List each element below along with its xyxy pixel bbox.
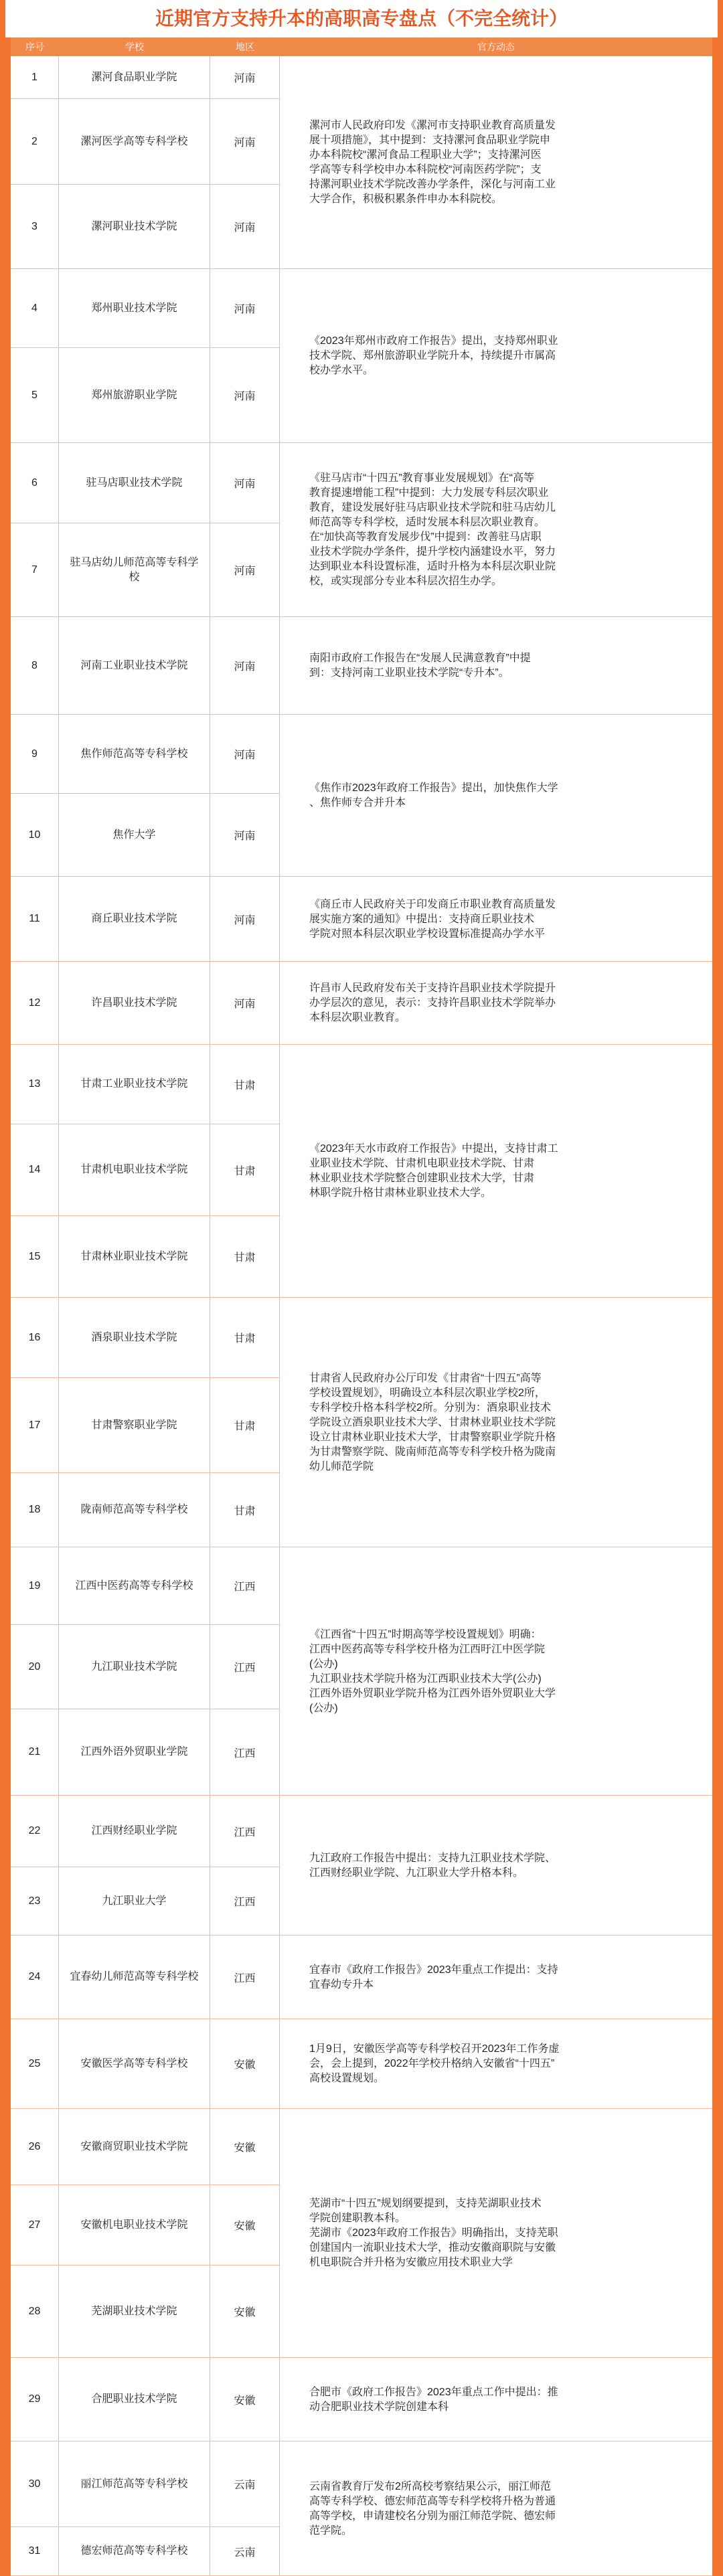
- row-region: 河南: [210, 269, 280, 347]
- news-line: (公办): [309, 1658, 338, 1670]
- row-school: 郑州职业技术学院: [59, 269, 210, 347]
- row-index: 22: [11, 1796, 59, 1867]
- news-line: 宜春幼专升本: [309, 1978, 374, 1990]
- row-school: 河南工业职业技术学院: [59, 617, 210, 714]
- news-line: 设立甘肃林业职业技术大学，甘肃警察职业学院升格: [309, 1431, 556, 1443]
- news-text: [309, 1963, 558, 1992]
- row-school: 合肥职业技术学院: [59, 2358, 210, 2441]
- table-header: [11, 37, 712, 56]
- row-region: 安徽: [210, 2358, 280, 2441]
- news-line: 、焦作师专合并升本: [309, 797, 406, 808]
- row-region: 安徽: [210, 2185, 280, 2265]
- row-region: 河南: [210, 185, 280, 268]
- table-row: [11, 1796, 280, 1867]
- row-region: 河南: [210, 962, 280, 1044]
- news-line: 到：支持河南工业职业技术学院“专升本”。: [309, 667, 509, 679]
- news-text: [309, 118, 556, 207]
- news-line: 江西中医药高等专科学校升格为江西旴江中医学院: [309, 1643, 546, 1655]
- row-region: 云南: [210, 2441, 280, 2526]
- news-text: [309, 1628, 556, 1716]
- row-region: 甘肃: [210, 1473, 280, 1547]
- table-row: [11, 99, 280, 185]
- row-region: 河南: [210, 715, 280, 793]
- row-index: 11: [11, 877, 59, 961]
- news-line: 办本科院校“漯河食品工程职业大学”；支持漯河医: [309, 149, 542, 161]
- news-line: 范学院。: [309, 2524, 353, 2537]
- news-line: 持漯河职业技术学院改善办学条件，深化与河南工业: [309, 179, 556, 190]
- news-line: 芜湖市《2023年政府工作报告》明确指出，支持芜职: [309, 2227, 558, 2239]
- news-line: 学高等专科学校申办本科院校“河南医药学院”；支: [309, 164, 542, 175]
- table-row: [11, 2185, 280, 2265]
- news-line: 展十项措施》，其中提到：支持漯河食品职业学院申: [309, 135, 551, 146]
- row-region: 甘肃: [210, 1298, 280, 1377]
- news-line: 宜春市《政府工作报告》2023年重点工作提出：支持: [309, 1964, 558, 1976]
- row-index: 15: [11, 1216, 59, 1297]
- news-line: 技术学院、郑州旅游职业学院升本，持续提升市属高: [309, 350, 556, 361]
- row-index: 26: [11, 2109, 59, 2184]
- row-index: 28: [11, 2265, 59, 2357]
- row-index: 25: [11, 2019, 59, 2108]
- news-line: 办学层次的意见，表示：支持许昌职业技术学院举办: [309, 997, 556, 1009]
- news-text: [309, 897, 556, 942]
- row-region: 云南: [210, 2527, 280, 2575]
- table-row: [11, 2265, 280, 2358]
- row-region: 安徽: [210, 2019, 280, 2108]
- news-line: 高等专科学校、德宏师范高等专科学校将升格为普通: [309, 2495, 556, 2507]
- row-region: 河南: [210, 99, 280, 184]
- table-row: [11, 523, 280, 617]
- news-cell: [280, 1547, 712, 1796]
- row-index: 3: [11, 185, 59, 268]
- news-line: 合肥市《政府工作报告》2023年重点工作中提出：推: [309, 2386, 558, 2398]
- news-text: [309, 2042, 559, 2086]
- row-index: 10: [11, 794, 59, 876]
- table-row: [11, 1045, 280, 1124]
- news-line: 展实施方案的通知》中提出：支持商丘职业技术: [309, 913, 535, 925]
- table-row: [11, 2358, 280, 2441]
- page-frame: [5, 0, 718, 2576]
- row-index: 12: [11, 962, 59, 1044]
- row-region: 河南: [210, 443, 280, 523]
- news-line: 《2023年天水市政府工作报告》中提出，支持甘肃工: [309, 1143, 558, 1154]
- table-row: [11, 794, 280, 877]
- news-line: 教育提速增能工程”中提到：大力发展专科层次职业: [309, 487, 549, 499]
- news-line: 校，或实现部分专业本科层次招生办学。: [309, 576, 503, 587]
- header-region: 地区: [236, 41, 254, 52]
- news-line: 《商丘市人民政府关于印发商丘市职业教育高质量发: [309, 898, 556, 910]
- news-line: 本科层次职业教育。: [309, 1012, 406, 1023]
- table-row: [11, 877, 280, 962]
- table-row: [11, 617, 280, 715]
- table-row: [11, 715, 280, 794]
- news-line: 学院创建职教本科。: [309, 2213, 406, 2224]
- news-line: 甘肃省人民政府办公厅印发《甘肃省“十四五”高等: [309, 1372, 542, 1384]
- news-line: 机电职院合并升格为安徽应用技术职业大学: [309, 2257, 513, 2268]
- news-line: 林职学院升格甘肃林业职业技术大学。: [309, 1187, 492, 1199]
- news-cell: [280, 269, 712, 443]
- news-line: 高等学校，申请建校名分别为丽江师范学院、德宏师: [309, 2510, 556, 2522]
- news-line: 江西财经职业学院、九江职业大学升格本科。: [309, 1867, 524, 1879]
- row-index: 13: [11, 1045, 59, 1124]
- news-text: [309, 1142, 558, 1201]
- news-line: 专科学校升格本科学校2所。分别为：酒泉职业技术: [309, 1401, 551, 1413]
- news-text: [309, 2385, 558, 2415]
- news-line: 漯河市人民政府印发《漯河市支持职业教育高质量发: [309, 120, 556, 131]
- row-school: 九江职业技术学院: [59, 1625, 210, 1709]
- news-line: 高校设置规划。: [309, 2073, 385, 2084]
- table-row: [11, 269, 280, 348]
- table-row: [11, 1547, 280, 1625]
- row-school: 酒泉职业技术学院: [59, 1298, 210, 1377]
- news-text: [309, 981, 556, 1025]
- news-line: 教育，建设发展好驻马店职业技术学院和驻马店幼儿: [309, 502, 556, 513]
- row-region: 江西: [210, 1936, 280, 2019]
- row-region: 河南: [210, 56, 280, 98]
- news-line: 在“加快高等教育发展步伐”中提到：改善驻马店职: [309, 531, 542, 543]
- row-school: 郑州旅游职业学院: [59, 348, 210, 442]
- news-line: 《2023年郑州市政府工作报告》提出，支持郑州职业: [309, 335, 558, 347]
- news-line: 林业职业技术学院整合创建职业技术大学，甘肃: [309, 1173, 535, 1184]
- table-row: [11, 1378, 280, 1473]
- row-region: 河南: [210, 523, 280, 616]
- news-cell: [280, 2441, 712, 2576]
- news-cell: [280, 2019, 712, 2109]
- news-line: 学校设置规划》，明确设立本科层次职业学校2所，: [309, 1387, 546, 1399]
- page-title: 近期官方支持升本的高职高专盘点（不完全统计）: [5, 0, 718, 37]
- news-cell: [280, 877, 712, 962]
- news-cell: [280, 1796, 712, 1936]
- row-school: 甘肃警察职业学院: [59, 1378, 210, 1472]
- row-school: 宜春幼儿师范高等专科学校: [59, 1936, 210, 2019]
- table-row: [11, 1709, 280, 1796]
- news-cell: [280, 617, 712, 715]
- row-region: 江西: [210, 1867, 280, 1935]
- row-region: 江西: [210, 1547, 280, 1624]
- row-index: 24: [11, 1936, 59, 2019]
- row-index: 6: [11, 443, 59, 523]
- table-row: [11, 2109, 280, 2185]
- news-line: 《焦作市2023年政府工作报告》提出，加快焦作大学: [309, 782, 558, 794]
- table-row: [11, 1298, 280, 1378]
- row-index: 9: [11, 715, 59, 793]
- news-line: 师范高等专科学校，适时发展本科层次职业教育。: [309, 517, 546, 528]
- row-region: 甘肃: [210, 1045, 280, 1124]
- news-line: 动合肥职业技术学院创建本科: [309, 2401, 449, 2413]
- row-school: 甘肃工业职业技术学院: [59, 1045, 210, 1124]
- row-index: 4: [11, 269, 59, 347]
- table-row: [11, 2527, 280, 2576]
- row-region: 安徽: [210, 2265, 280, 2357]
- row-region: 江西: [210, 1709, 280, 1795]
- news-cell: [280, 56, 712, 269]
- news-line: 九江职业技术学院升格为江西职业技术大学(公办): [309, 1672, 542, 1685]
- news-cell: [280, 1298, 712, 1547]
- row-region: 江西: [210, 1796, 280, 1867]
- table-row: [11, 1867, 280, 1936]
- row-region: 河南: [210, 348, 280, 442]
- news-text: [309, 2480, 556, 2539]
- row-index: 30: [11, 2441, 59, 2526]
- news-line: 达到职业本科设置标准，适时升格为本科层次职业院: [309, 561, 556, 572]
- table-row: [11, 348, 280, 443]
- table-row: [11, 2019, 280, 2109]
- news-line: 学院设立酒泉职业技术大学、甘肃林业职业技术学院: [309, 1416, 556, 1428]
- header-index: 序号: [25, 41, 44, 52]
- row-school: 江西中医药高等专科学校: [59, 1547, 210, 1624]
- row-school: 许昌职业技术学院: [59, 962, 210, 1044]
- news-text: [309, 1371, 556, 1474]
- news-line: 1月9日，安徽医学高等专科学校召开2023年工作务虚: [309, 2043, 560, 2055]
- news-text: [309, 2197, 558, 2270]
- row-school: 丽江师范高等专科学校: [59, 2441, 210, 2526]
- table-row: [11, 1936, 280, 2019]
- news-text: [309, 334, 558, 378]
- table-row: [11, 962, 280, 1045]
- news-line: 江西外语外贸职业学院升格为江西外语外贸职业大学: [309, 1687, 556, 1699]
- row-index: 2: [11, 99, 59, 184]
- row-index: 14: [11, 1124, 59, 1215]
- news-line: 云南省教育厅发布2所高校考察结果公示，丽江师范: [309, 2480, 551, 2492]
- news-line: 会，会上提到，2022年学校升格纳入安徽省“十四五”: [309, 2058, 555, 2069]
- row-school: 焦作师范高等专科学校: [59, 715, 210, 793]
- news-text: [309, 781, 558, 810]
- row-school: 漯河医学高等专科学校: [59, 99, 210, 184]
- header-news: 官方动态: [477, 41, 515, 52]
- news-text: [309, 651, 531, 681]
- row-school: 安徽商贸职业技术学院: [59, 2109, 210, 2184]
- row-school: 商丘职业技术学院: [59, 877, 210, 961]
- row-school: 芜湖职业技术学院: [59, 2265, 210, 2357]
- news-line: 九江政府工作报告中提出：支持九江职业技术学院、: [309, 1852, 556, 1864]
- row-region: 甘肃: [210, 1378, 280, 1472]
- row-index: 23: [11, 1867, 59, 1935]
- news-cell: [280, 1045, 712, 1298]
- row-index: 18: [11, 1473, 59, 1547]
- row-school: 陇南师范高等专科学校: [59, 1473, 210, 1547]
- table-row: [11, 1124, 280, 1216]
- news-line: 南阳市政府工作报告在“发展人民满意教育”中提: [309, 653, 531, 664]
- news-cell: [280, 2358, 712, 2441]
- table-row: [11, 185, 280, 269]
- row-index: 5: [11, 348, 59, 442]
- row-school: 安徽机电职业技术学院: [59, 2185, 210, 2265]
- row-index: 16: [11, 1298, 59, 1377]
- row-school: 江西外语外贸职业学院: [59, 1709, 210, 1795]
- row-school: 驻马店职业技术学院: [59, 443, 210, 523]
- table-row: [11, 1473, 280, 1547]
- row-region: 河南: [210, 617, 280, 714]
- row-region: 河南: [210, 794, 280, 876]
- row-index: 17: [11, 1378, 59, 1472]
- news-line: 芜湖市“十四五”规划纲要提到，支持芜湖职业技术: [309, 2198, 542, 2209]
- row-school: 甘肃机电职业技术学院: [59, 1124, 210, 1215]
- row-school: 漯河职业技术学院: [59, 185, 210, 268]
- news-line: 幼儿师范学院: [309, 1460, 374, 1472]
- table-row: [11, 56, 280, 99]
- row-school: 漯河食品职业学院: [59, 56, 210, 98]
- row-region: 甘肃: [210, 1216, 280, 1297]
- news-line: 许昌市人民政府发布关于支持许昌职业技术学院提升: [309, 982, 556, 994]
- news-line: 《驻马店市“十四五”教育事业发展规划》在“高等: [309, 473, 534, 484]
- news-line: 业职业技术学院、甘肃机电职业技术学院、甘肃: [309, 1158, 535, 1169]
- row-index: 27: [11, 2185, 59, 2265]
- news-line: 业技术学院办学条件，提升学校内涵建设水平，努力: [309, 546, 556, 557]
- news-line: 校办学水平。: [309, 365, 374, 376]
- row-school: 甘肃林业职业技术学院: [59, 1216, 210, 1297]
- row-school: 安徽医学高等专科学校: [59, 2019, 210, 2108]
- row-region: 江西: [210, 1625, 280, 1709]
- row-region: 河南: [210, 877, 280, 961]
- row-index: 19: [11, 1547, 59, 1624]
- table-row: [11, 1216, 280, 1298]
- news-cell: [280, 2109, 712, 2358]
- news-line: 创建国内一流职业技术大学，推动安徽商职院与安徽: [309, 2242, 556, 2253]
- news-cell: [280, 715, 712, 877]
- news-line: 学院对照本科层次职业学校设置标准提高办学水平: [309, 928, 546, 940]
- row-index: 7: [11, 523, 59, 616]
- news-cell: [280, 1936, 712, 2019]
- news-line: (公办): [309, 1702, 338, 1714]
- news-text: [309, 1851, 556, 1881]
- news-text: [309, 471, 556, 589]
- table-row: [11, 443, 280, 523]
- row-index: 31: [11, 2527, 59, 2575]
- row-index: 1: [11, 56, 59, 98]
- row-school: 驻马店幼儿师范高等专科学校: [59, 523, 210, 616]
- news-cell: [280, 443, 712, 617]
- row-school: 焦作大学: [59, 794, 210, 876]
- table-row: [11, 2441, 280, 2527]
- row-school: 德宏师范高等专科学校: [59, 2527, 210, 2575]
- row-index: 8: [11, 617, 59, 714]
- table-row: [11, 1625, 280, 1709]
- row-index: 29: [11, 2358, 59, 2441]
- news-cell: [280, 962, 712, 1045]
- row-school: 江西财经职业学院: [59, 1796, 210, 1867]
- row-region: 安徽: [210, 2109, 280, 2184]
- news-line: 《江西省“十四五”时期高等学校设置规划》明确：: [309, 1628, 542, 1640]
- header-school: 学校: [125, 41, 144, 52]
- row-index: 21: [11, 1709, 59, 1795]
- row-region: 甘肃: [210, 1124, 280, 1215]
- schools-table: [11, 37, 712, 2576]
- news-line: 大学合作，积极积累条件申办本科院校。: [309, 193, 503, 205]
- row-school: 九江职业大学: [59, 1867, 210, 1935]
- row-index: 20: [11, 1625, 59, 1709]
- news-line: 为甘肃警察学院、陇南师范高等专科学校升格为陇南: [309, 1446, 556, 1458]
